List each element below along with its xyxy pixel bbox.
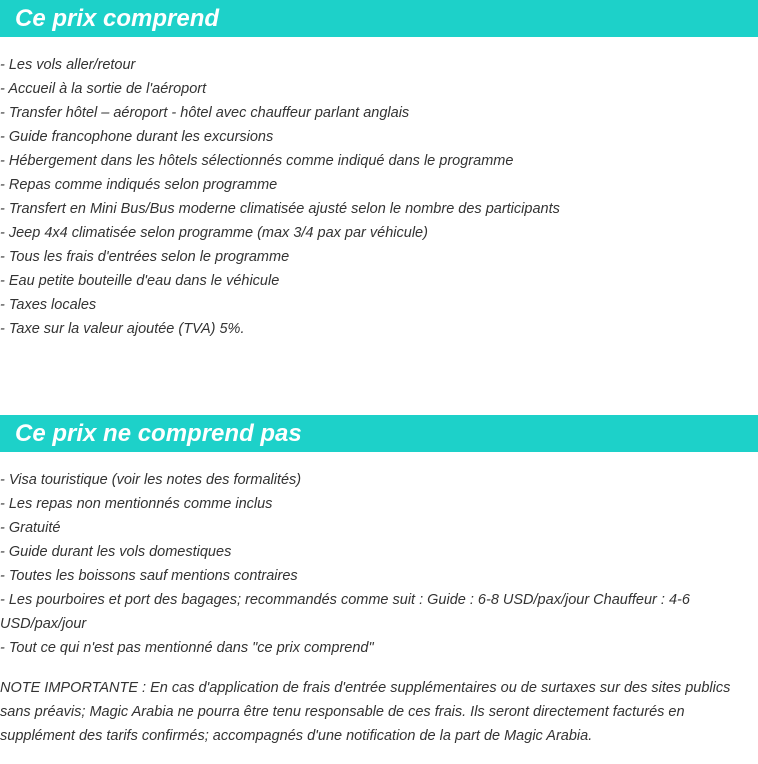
list-item: - Repas comme indiqués selon programme <box>0 177 278 193</box>
list-item: - Guide durant les vols domestiques <box>0 544 232 560</box>
list-item: - Toutes les boissons sauf mentions contraires <box>0 568 298 584</box>
list-item: - Jeep 4x4 climatisée selon programme (max 3/4 pax par véhicule) <box>0 225 428 241</box>
list-item: - Tous les frais d'entrées selon le programme <box>0 249 290 265</box>
list-item: - Hébergement dans les hôtels sélectionnés comme indiqué dans le programme <box>0 153 514 169</box>
important-note: NOTE IMPORTANTE : En cas d'application de frais d'entrée supplémentaires ou de surtaxes sur des sites publics sans préavis; Magic Arabia ne pourra être tenu responsable de ces frais. Ils seront directement facturés en supplément des tarifs confirmés; accompagnés d'une notification de la part de Magic Arabia. <box>0 680 731 744</box>
list-item: - Guide francophone durant les excursions <box>0 129 274 145</box>
included-section <box>0 0 758 341</box>
list-item: - Les repas non mentionnés comme inclus <box>0 496 273 512</box>
list-item: - Les pourboires et port des bagages; recommandés comme suit : Guide : 6-8 USD/pax/jour Chauffeur : 4-6 USD/pax/jour <box>0 592 690 632</box>
list-item: - Transfer hôtel – aéroport - hôtel avec chauffeur parlant anglais <box>0 105 410 121</box>
included-list <box>0 53 758 341</box>
excluded-header: Ce prix ne comprend pas <box>0 415 758 452</box>
included-header: Ce prix comprend <box>0 0 758 37</box>
list-item: - Eau petite bouteille d'eau dans le véhicule <box>0 273 280 289</box>
excluded-list <box>0 468 758 660</box>
list-item: - Taxes locales <box>0 297 97 313</box>
excluded-section <box>0 415 758 748</box>
list-item: - Visa touristique (voir les notes des formalités) <box>0 472 302 488</box>
list-item: - Tout ce qui n'est pas mentionné dans "ce prix comprend" <box>0 640 374 656</box>
list-item: - Taxe sur la valeur ajoutée (TVA) 5%. <box>0 321 245 337</box>
list-item: - Transfert en Mini Bus/Bus moderne climatisée ajusté selon le nombre des participants <box>0 201 560 217</box>
list-item: - Les vols aller/retour <box>0 57 136 73</box>
list-item: - Gratuité <box>0 520 61 536</box>
list-item: - Accueil à la sortie de l'aéroport <box>0 81 207 97</box>
